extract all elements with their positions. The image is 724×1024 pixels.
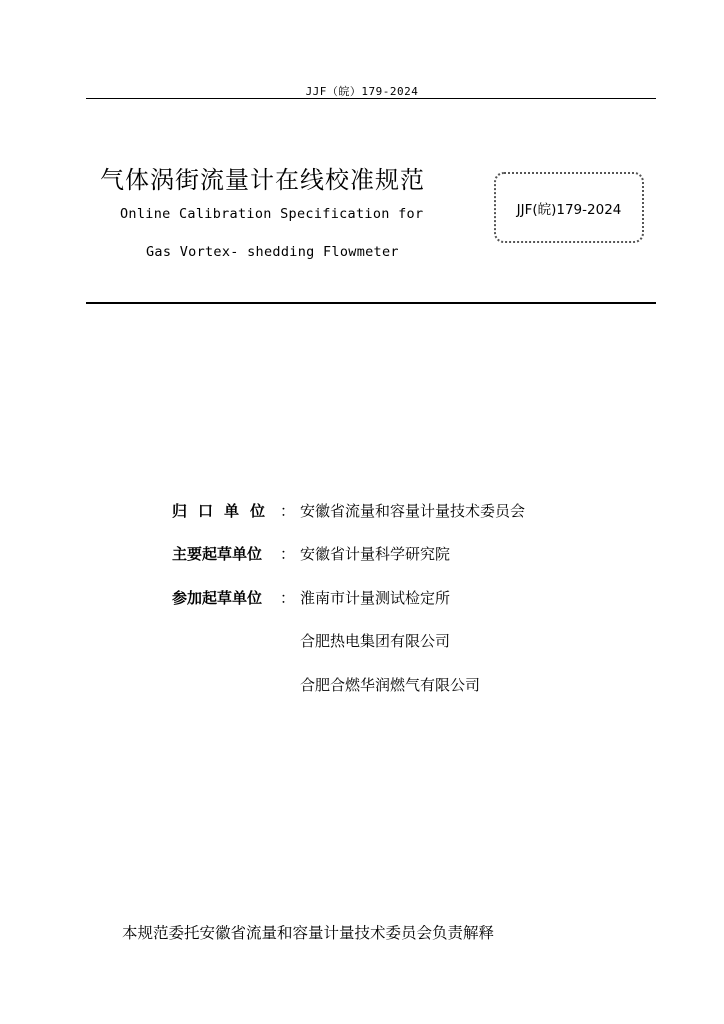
title-divider <box>86 302 656 304</box>
info-label: 主要起草单位 <box>172 545 263 563</box>
info-colon: ： <box>280 502 296 520</box>
info-label: 归口单位 <box>172 502 277 520</box>
info-label: 参加起草单位 <box>172 589 263 607</box>
title-chinese: 气体涡街流量计在线校准规范 <box>100 166 425 194</box>
info-value: 合肥热电集团有限公司 <box>300 632 451 650</box>
info-value: 安徽省流量和容量计量技术委员会 <box>300 502 526 520</box>
standard-code-box-text: JJF(皖)179-2024 <box>516 202 622 218</box>
info-value: 合肥合燃华润燃气有限公司 <box>300 676 481 694</box>
title-english-line-2: Gas Vortex- shedding Flowmeter <box>146 244 399 260</box>
header-divider <box>86 98 656 99</box>
info-colon: ： <box>280 589 296 607</box>
interpretation-note: 本规范委托安徽省流量和容量计量技术委员会负责解释 <box>122 924 495 942</box>
info-value: 淮南市计量测试检定所 <box>300 589 451 607</box>
info-colon: ： <box>280 545 296 563</box>
info-value: 安徽省计量科学研究院 <box>300 545 451 563</box>
title-english-line-1: Online Calibration Specification for <box>120 206 424 222</box>
header-standard-code: JJF（皖）179-2024 <box>305 85 419 98</box>
